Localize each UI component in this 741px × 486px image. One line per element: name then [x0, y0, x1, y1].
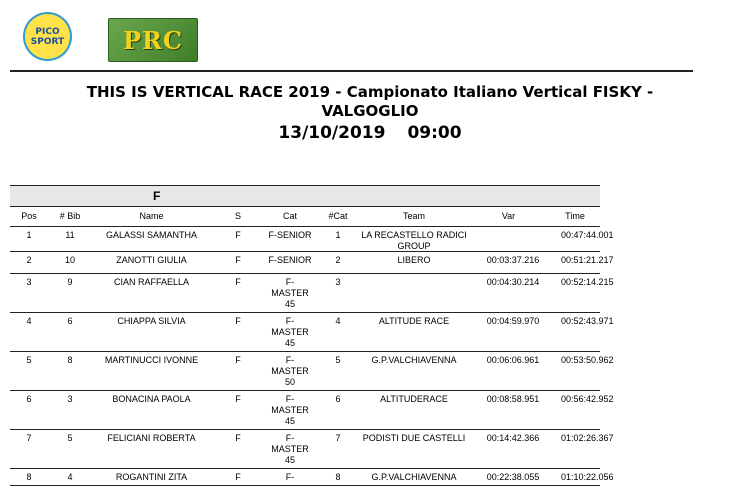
- race-title: THIS IS VERTICAL RACE 2019 - Campionato Italiano Vertical FISKY - VALGOGLIO: [86, 83, 654, 120]
- cell-team: PODISTI DUE CASTELLI: [362, 433, 466, 443]
- cell-sex: F: [235, 230, 241, 240]
- cell-pos: 4: [26, 316, 32, 326]
- cell-sex: F: [235, 316, 241, 326]
- col-var-header: Var: [501, 211, 516, 221]
- cell-cat: F-SENIOR: [268, 255, 312, 265]
- cell-catpos: 8: [335, 472, 341, 482]
- cell-catpos: 3: [335, 277, 341, 287]
- prc-logo: [108, 18, 198, 62]
- cell-time: 01:02:26.367: [561, 433, 614, 443]
- cell-sex: F: [235, 355, 241, 365]
- table-body: [10, 227, 614, 486]
- cell-team: ALTITUDERACE: [380, 394, 448, 404]
- table-row: [10, 252, 614, 274]
- cell-time: 00:51:21.217: [561, 255, 614, 265]
- cell-team: G.P.VALCHIAVENNA: [371, 472, 457, 482]
- cell-bib: 8: [67, 355, 73, 365]
- col-name-header: Name: [139, 211, 164, 221]
- cell-time: 00:56:42.952: [561, 394, 614, 404]
- cell-sex: F: [235, 394, 241, 404]
- cell-time: 00:52:43.971: [561, 316, 614, 326]
- cell-cat: F-SENIOR: [268, 230, 312, 240]
- cell-bib: 9: [67, 277, 73, 287]
- col-catpos-header: #Cat: [328, 211, 348, 221]
- cell-var: 00:22:38.055: [486, 472, 540, 482]
- cell-pos: 8: [26, 472, 32, 482]
- cell-name: CHIAPPA SILVIA: [117, 316, 186, 326]
- category-label: F: [153, 189, 161, 203]
- cell-sex: F: [235, 472, 241, 482]
- header-rule: [10, 70, 693, 72]
- table-row: [10, 227, 614, 252]
- cell-catpos: 7: [335, 433, 341, 443]
- table-row: [10, 313, 614, 352]
- col-team-header: Team: [402, 211, 425, 221]
- cell-name: MARTINUCCI IVONNE: [104, 355, 199, 365]
- results-table: [10, 185, 614, 486]
- cell-time: 01:10:22.056: [561, 472, 614, 482]
- cell-team: G.P.VALCHIAVENNA: [371, 355, 457, 365]
- cell-var: [467, 227, 550, 252]
- cell-catpos: 2: [335, 255, 341, 265]
- cell-time: 00:52:14.215: [561, 277, 614, 287]
- col-sex-header: S: [234, 211, 241, 221]
- cell-catpos: 1: [335, 230, 341, 240]
- cell-var: 00:04:30.214: [486, 277, 540, 287]
- cell-name: ZANOTTI GIULIA: [116, 255, 187, 265]
- cell-pos: 5: [26, 355, 32, 365]
- cell-cat: F- MASTER 45: [271, 277, 309, 309]
- cell-bib: 3: [67, 394, 73, 404]
- cell-name: FELICIANI ROBERTA: [107, 433, 196, 443]
- cell-cat: F- MASTER 45: [271, 433, 309, 465]
- cell-time: 00:47:44.001: [561, 230, 614, 240]
- cell-bib: 11: [65, 230, 75, 240]
- pico-logo-text-2: SPORT: [30, 36, 65, 47]
- cell-sex: F: [235, 277, 241, 287]
- table-row: [10, 352, 614, 391]
- cell-catpos: 5: [335, 355, 341, 365]
- race-datetime: [70, 123, 670, 143]
- cell-var: 00:06:06.961: [486, 355, 540, 365]
- cell-team: LA RECASTELLO RADICI GROUP: [361, 230, 467, 251]
- category-band: [10, 185, 600, 206]
- cell-var: 00:14:42.366: [486, 433, 540, 443]
- table-header: [10, 206, 600, 227]
- cell-name: GALASSI SAMANTHA: [105, 230, 198, 240]
- cell-bib: 6: [67, 316, 73, 326]
- cell-name: ROGANTINI ZITA: [115, 472, 188, 482]
- cell-team: ALTITUDE RACE: [378, 316, 450, 326]
- table-row: [10, 391, 614, 430]
- cell-bib: 10: [64, 255, 75, 265]
- table-row: [10, 430, 614, 469]
- cell-cat: F- MASTER 45: [271, 394, 309, 426]
- pico-sport-logo: [23, 12, 72, 61]
- table-row: [10, 274, 614, 313]
- cell-name: BONACINA PAOLA: [112, 394, 191, 404]
- cell-sex: F: [235, 255, 241, 265]
- cell-sex: F: [235, 433, 241, 443]
- col-time-header: Time: [565, 211, 585, 221]
- prc-logo-text: PRC: [122, 25, 184, 55]
- cell-team: [361, 274, 467, 312]
- cell-catpos: 6: [335, 394, 341, 404]
- cell-cat: F-: [285, 472, 295, 482]
- cell-pos: 2: [26, 255, 32, 265]
- cell-cat: F- MASTER 50: [271, 355, 309, 387]
- cell-bib: 4: [67, 472, 73, 482]
- cell-var: 00:04:59.970: [486, 316, 540, 326]
- cell-var: 00:03:37.216: [486, 255, 540, 265]
- col-cat-header: Cat: [282, 211, 297, 221]
- cell-pos: 6: [26, 394, 32, 404]
- col-pos-header: Pos: [21, 211, 37, 221]
- pico-logo-text-1: PICO: [35, 26, 60, 37]
- cell-pos: 7: [26, 433, 32, 443]
- cell-team: LIBERO: [397, 255, 431, 265]
- cell-pos: 3: [26, 277, 32, 287]
- race-date: 13/10/2019: [278, 123, 386, 143]
- cell-catpos: 4: [335, 316, 341, 326]
- col-bib-header: # Bib: [59, 211, 81, 221]
- cell-var: 00:08:58.951: [486, 394, 540, 404]
- cell-time: 00:53:50.962: [561, 355, 614, 365]
- table-row: [10, 469, 614, 486]
- race-time: 09:00: [407, 123, 462, 143]
- cell-bib: 5: [67, 433, 73, 443]
- cell-cat: F- MASTER 45: [271, 316, 309, 348]
- cell-pos: 1: [26, 230, 32, 240]
- cell-name: CIAN RAFFAELLA: [113, 277, 190, 287]
